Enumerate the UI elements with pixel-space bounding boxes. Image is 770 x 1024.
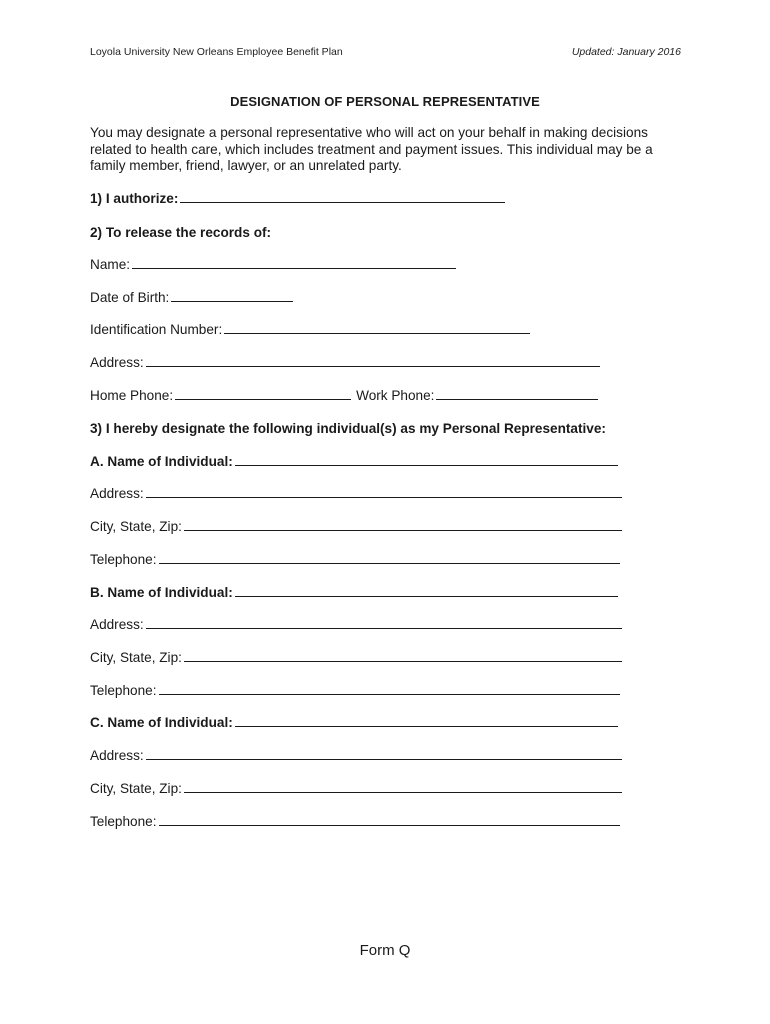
phone-row xyxy=(90,388,598,403)
individual-a-address-field[interactable] xyxy=(146,486,622,498)
dob-field[interactable] xyxy=(171,290,293,302)
individual-a-city-field[interactable] xyxy=(184,519,622,531)
individual-c-phone-field[interactable] xyxy=(159,814,620,826)
individual-a-name-label: A. Name of Individual: xyxy=(90,454,233,469)
form-title: DESIGNATION OF PERSONAL REPRESENTATIVE xyxy=(230,94,540,109)
individual-b-name-row xyxy=(90,585,618,600)
name-field[interactable] xyxy=(132,257,456,269)
section3-heading: 3) I hereby designate the following individual(s) as my Personal Representative: xyxy=(90,421,606,436)
individual-b-phone-field[interactable] xyxy=(159,683,620,695)
name-label: Name: xyxy=(90,257,131,272)
individual-a-city-row xyxy=(90,519,622,534)
individual-b-city-row xyxy=(90,650,622,665)
individual-a-address-row xyxy=(90,486,622,501)
form-footer-label: Form Q xyxy=(359,942,411,959)
individual-b-address-row xyxy=(90,617,622,632)
individual-b-name-field[interactable] xyxy=(235,585,618,597)
individual-a-phone-field[interactable] xyxy=(159,552,620,564)
individual-a-name-row xyxy=(90,454,618,469)
individual-c-city-row xyxy=(90,781,622,796)
header-plan-name: Loyola University New Orleans Employee Benefit Plan xyxy=(90,46,343,58)
work-phone-label: Work Phone: xyxy=(356,388,435,403)
address-label: Address: xyxy=(90,355,144,370)
individual-c-city-field[interactable] xyxy=(184,781,622,793)
individual-a-name-field[interactable] xyxy=(235,454,618,466)
individual-c-phone-label: Telephone: xyxy=(90,814,157,829)
individual-b-name-label: B. Name of Individual: xyxy=(90,585,233,600)
dob-row xyxy=(90,290,293,305)
individual-b-phone-row xyxy=(90,683,620,698)
individual-b-phone-label: Telephone: xyxy=(90,683,157,698)
individual-b-address-field[interactable] xyxy=(146,617,622,629)
individual-c-address-row xyxy=(90,748,622,763)
intro-paragraph: You may designate a personal representative who will act on your behalf in making decisions related to health care, which includes treatment and payment issues. This individual may be a family member, friend, lawyer, or an unrelated party. xyxy=(90,125,653,173)
header-updated-date: Updated: January 2016 xyxy=(571,46,681,58)
home-phone-field[interactable] xyxy=(175,388,351,400)
address-row xyxy=(90,355,600,370)
dob-label: Date of Birth: xyxy=(90,290,170,305)
authorize-row xyxy=(90,191,505,206)
individual-c-name-row xyxy=(90,715,618,730)
individual-c-address-label: Address: xyxy=(90,748,144,763)
individual-b-address-label: Address: xyxy=(90,617,144,632)
individual-a-phone-label: Telephone: xyxy=(90,552,157,567)
authorize-label: 1) I authorize: xyxy=(90,191,179,206)
authorize-field[interactable] xyxy=(180,191,505,203)
individual-c-phone-row xyxy=(90,814,620,829)
home-phone-label: Home Phone: xyxy=(90,388,174,403)
individual-a-city-label: City, State, Zip: xyxy=(90,519,182,534)
id-row xyxy=(90,322,530,337)
individual-b-city-label: City, State, Zip: xyxy=(90,650,182,665)
individual-c-address-field[interactable] xyxy=(146,748,622,760)
name-row xyxy=(90,257,456,272)
individual-a-phone-row xyxy=(90,552,620,567)
id-number-label: Identification Number: xyxy=(90,322,223,337)
section2-heading: 2) To release the records of: xyxy=(90,225,272,240)
address-field[interactable] xyxy=(146,355,600,367)
individual-c-name-label: C. Name of Individual: xyxy=(90,715,233,730)
individual-c-name-field[interactable] xyxy=(235,715,618,727)
individual-a-address-label: Address: xyxy=(90,486,144,501)
individual-b-city-field[interactable] xyxy=(184,650,622,662)
id-number-field[interactable] xyxy=(224,322,530,334)
individual-c-city-label: City, State, Zip: xyxy=(90,781,182,796)
work-phone-field[interactable] xyxy=(436,388,598,400)
